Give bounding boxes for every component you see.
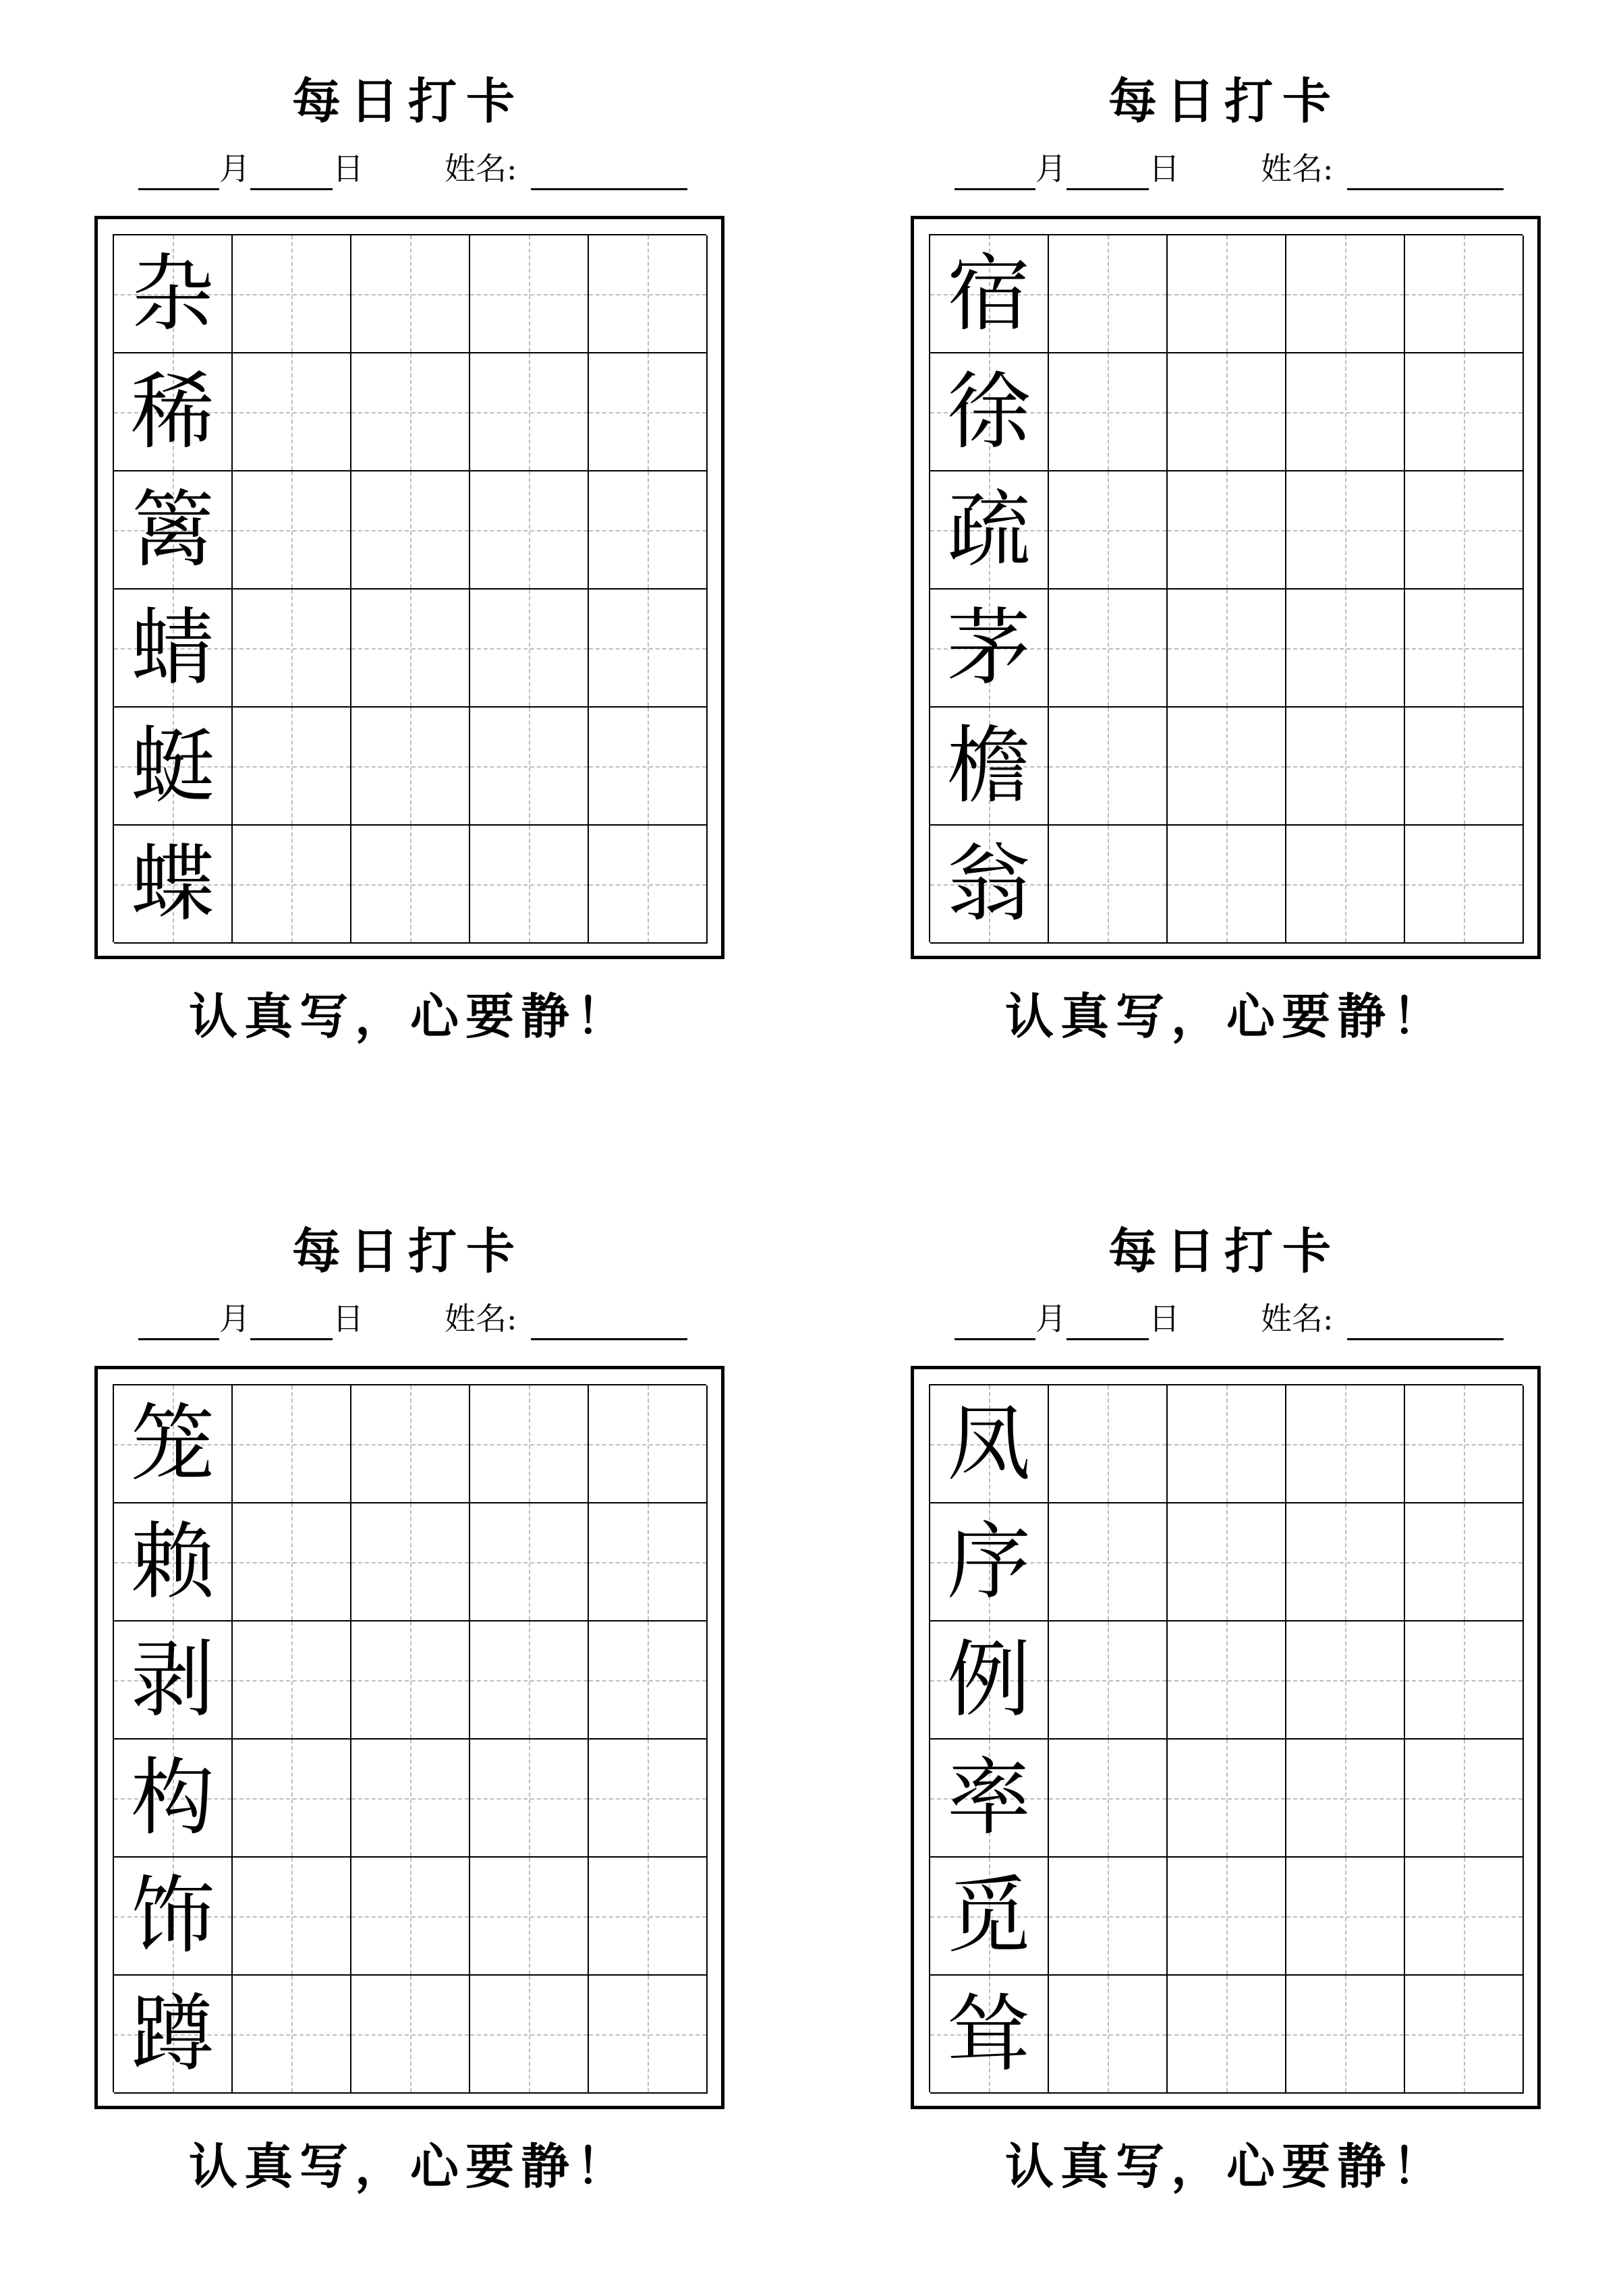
practice-cell[interactable]	[233, 1976, 351, 2094]
model-cell	[930, 1621, 1049, 1740]
practice-cell[interactable]	[1168, 1740, 1286, 1858]
day-label: 日	[333, 1300, 364, 1337]
practice-cell[interactable]	[233, 353, 351, 471]
tianzige-grid	[929, 1384, 1522, 2092]
model-cell	[114, 826, 233, 944]
practice-cell[interactable]	[351, 1503, 470, 1621]
model-character: 徐	[946, 363, 1031, 461]
practice-cell[interactable]	[470, 826, 589, 944]
practice-cell[interactable]	[589, 1385, 708, 1503]
practice-cell[interactable]	[351, 1621, 470, 1740]
practice-cell[interactable]	[1049, 826, 1168, 944]
practice-cell[interactable]	[1049, 235, 1168, 353]
name-blank[interactable]	[1347, 156, 1504, 190]
month-label: 月	[1035, 1300, 1066, 1337]
practice-card-1	[94, 0, 769, 1052]
practice-card-2	[911, 0, 1585, 1052]
model-character: 蝶	[130, 835, 215, 933]
practice-cell[interactable]	[589, 708, 708, 826]
model-character: 例	[946, 1631, 1031, 1729]
practice-cell[interactable]	[233, 1740, 351, 1858]
model-character: 疏	[946, 481, 1031, 579]
practice-cell[interactable]	[470, 1858, 589, 1976]
tianzige-grid	[929, 234, 1522, 942]
practice-cell[interactable]	[1049, 471, 1168, 590]
model-character: 宿	[946, 245, 1031, 343]
practice-cell[interactable]	[1286, 353, 1405, 471]
practice-cell[interactable]	[1286, 1503, 1405, 1621]
name-blank[interactable]	[1347, 1306, 1504, 1340]
model-cell	[114, 1385, 233, 1503]
model-character: 蹲	[130, 1985, 215, 2083]
model-cell	[114, 1858, 233, 1976]
practice-cell[interactable]	[1405, 590, 1524, 708]
card-title: 每日打卡	[291, 1222, 524, 1280]
model-character: 凤	[946, 1395, 1031, 1493]
practice-cell[interactable]	[1405, 826, 1524, 944]
model-cell	[114, 353, 233, 471]
practice-cell[interactable]	[1286, 1858, 1405, 1976]
model-character: 饰	[130, 1867, 215, 1965]
practice-cell[interactable]	[1405, 1740, 1524, 1858]
model-character: 檐	[946, 717, 1031, 815]
practice-cell[interactable]	[1168, 1385, 1286, 1503]
day-blank[interactable]	[250, 1306, 333, 1340]
card-title: 每日打卡	[1108, 1222, 1340, 1280]
model-character: 篱	[130, 481, 215, 579]
month-blank[interactable]	[138, 1306, 219, 1340]
practice-cell[interactable]	[1168, 590, 1286, 708]
practice-cell[interactable]	[1168, 1976, 1286, 2094]
model-cell	[930, 590, 1049, 708]
practice-cell[interactable]	[589, 1740, 708, 1858]
model-cell	[114, 1976, 233, 2094]
name-blank[interactable]	[531, 156, 687, 190]
practice-cell[interactable]	[1168, 1503, 1286, 1621]
practice-cell[interactable]	[1049, 590, 1168, 708]
practice-cell[interactable]	[351, 826, 470, 944]
practice-cell[interactable]	[1168, 1621, 1286, 1740]
writing-frame	[911, 216, 1541, 959]
model-cell	[114, 1621, 233, 1740]
date-name-line	[138, 147, 687, 190]
practice-cell[interactable]	[1168, 471, 1286, 590]
practice-cell[interactable]	[1049, 1385, 1168, 1503]
practice-cell[interactable]	[351, 708, 470, 826]
model-cell	[930, 235, 1049, 353]
practice-cell[interactable]	[233, 1385, 351, 1503]
practice-cell[interactable]	[1168, 708, 1286, 826]
model-character: 翁	[946, 835, 1031, 933]
practice-cell[interactable]	[1286, 1621, 1405, 1740]
model-character: 觅	[946, 1867, 1031, 1965]
model-character: 构	[130, 1749, 215, 1847]
date-name-line	[955, 1297, 1504, 1340]
practice-cell[interactable]	[589, 235, 708, 353]
model-character: 赖	[130, 1513, 215, 1611]
model-character: 稀	[130, 363, 215, 461]
practice-cell[interactable]	[233, 708, 351, 826]
writing-frame	[94, 1366, 724, 2109]
writing-frame	[94, 216, 724, 959]
model-character: 蜓	[130, 717, 215, 815]
practice-card-3	[94, 1150, 769, 2202]
practice-cell[interactable]	[1286, 1976, 1405, 2094]
practice-cell[interactable]	[1405, 353, 1524, 471]
model-cell	[114, 1740, 233, 1858]
model-cell	[930, 1976, 1049, 2094]
practice-cell[interactable]	[1405, 708, 1524, 826]
practice-cell[interactable]	[470, 1621, 589, 1740]
name-label: 姓名:	[445, 1300, 517, 1337]
day-blank[interactable]	[250, 156, 333, 190]
model-cell	[930, 1740, 1049, 1858]
practice-cell[interactable]	[470, 708, 589, 826]
practice-cell[interactable]	[233, 590, 351, 708]
day-blank[interactable]	[1066, 156, 1149, 190]
month-label: 月	[219, 150, 250, 187]
practice-cell[interactable]	[351, 1740, 470, 1858]
model-cell	[930, 1385, 1049, 1503]
model-character: 序	[946, 1513, 1031, 1611]
practice-cell[interactable]	[233, 471, 351, 590]
model-cell	[114, 471, 233, 590]
model-character: 剥	[130, 1631, 215, 1729]
practice-cell[interactable]	[1049, 353, 1168, 471]
practice-cell[interactable]	[1168, 1858, 1286, 1976]
practice-cell[interactable]	[470, 1385, 589, 1503]
model-cell	[114, 708, 233, 826]
practice-cell[interactable]	[1405, 1385, 1524, 1503]
tianzige-grid	[113, 234, 706, 942]
practice-cell[interactable]	[233, 1621, 351, 1740]
date-name-line	[138, 1297, 687, 1340]
practice-cell[interactable]	[1286, 471, 1405, 590]
practice-cell[interactable]	[589, 1503, 708, 1621]
card-title: 每日打卡	[291, 72, 524, 130]
day-label: 日	[1149, 150, 1180, 187]
practice-cell[interactable]	[589, 1976, 708, 2094]
practice-cell[interactable]	[1168, 353, 1286, 471]
day-label: 日	[1149, 1300, 1180, 1337]
practice-cell[interactable]	[351, 235, 470, 353]
model-cell	[114, 235, 233, 353]
writing-frame	[911, 1366, 1541, 2109]
model-cell	[930, 708, 1049, 826]
day-label: 日	[333, 150, 364, 187]
practice-cell[interactable]	[589, 353, 708, 471]
model-cell	[930, 826, 1049, 944]
month-blank[interactable]	[138, 156, 219, 190]
practice-cell[interactable]	[470, 1503, 589, 1621]
practice-cell[interactable]	[470, 1740, 589, 1858]
name-label: 姓名:	[445, 150, 517, 187]
practice-cell[interactable]	[1405, 1976, 1524, 2094]
practice-cell[interactable]	[1168, 826, 1286, 944]
practice-cell[interactable]	[589, 471, 708, 590]
month-blank[interactable]	[955, 1306, 1035, 1340]
practice-cell[interactable]	[1049, 1503, 1168, 1621]
practice-cell[interactable]	[233, 1503, 351, 1621]
practice-cell[interactable]	[470, 353, 589, 471]
practice-cell[interactable]	[589, 590, 708, 708]
practice-cell[interactable]	[1049, 1976, 1168, 2094]
model-character: 蜻	[130, 599, 215, 697]
tianzige-grid	[113, 1384, 706, 2092]
model-character: 杂	[130, 245, 215, 343]
slogan: 认真写，心要静！	[189, 2137, 632, 2195]
card-title: 每日打卡	[1108, 72, 1340, 130]
practice-cell[interactable]	[1405, 1621, 1524, 1740]
practice-cell[interactable]	[351, 471, 470, 590]
practice-cell[interactable]	[1405, 1503, 1524, 1621]
practice-cell[interactable]	[1049, 1858, 1168, 1976]
name-label: 姓名:	[1261, 150, 1334, 187]
practice-cell[interactable]	[1049, 708, 1168, 826]
practice-cell[interactable]	[233, 1858, 351, 1976]
slogan: 认真写，心要静！	[1005, 2137, 1448, 2195]
model-cell	[930, 353, 1049, 471]
practice-cell[interactable]	[470, 235, 589, 353]
model-character: 耸	[946, 1985, 1031, 2083]
practice-cell[interactable]	[1405, 471, 1524, 590]
practice-cell[interactable]	[233, 826, 351, 944]
practice-cell[interactable]	[1049, 1740, 1168, 1858]
practice-cell[interactable]	[1286, 1385, 1405, 1503]
model-cell	[114, 590, 233, 708]
practice-cell[interactable]	[233, 235, 351, 353]
model-character: 笼	[130, 1395, 215, 1493]
practice-cell[interactable]	[470, 1976, 589, 2094]
practice-cell[interactable]	[589, 826, 708, 944]
practice-cell[interactable]	[351, 1976, 470, 2094]
month-label: 月	[219, 1300, 250, 1337]
model-cell	[114, 1503, 233, 1621]
slogan: 认真写，心要静！	[1005, 987, 1448, 1045]
day-blank[interactable]	[1066, 1306, 1149, 1340]
model-cell	[930, 471, 1049, 590]
model-cell	[930, 1858, 1049, 1976]
practice-cell[interactable]	[351, 590, 470, 708]
model-character: 茅	[946, 599, 1031, 697]
practice-cell[interactable]	[1286, 708, 1405, 826]
practice-cell[interactable]	[1286, 1740, 1405, 1858]
slogan: 认真写，心要静！	[189, 987, 632, 1045]
practice-cell[interactable]	[351, 1858, 470, 1976]
practice-cell[interactable]	[351, 1385, 470, 1503]
month-label: 月	[1035, 150, 1066, 187]
practice-cell[interactable]	[589, 1858, 708, 1976]
practice-cell[interactable]	[589, 1621, 708, 1740]
practice-cell[interactable]	[1405, 235, 1524, 353]
practice-cell[interactable]	[1286, 826, 1405, 944]
practice-cell[interactable]	[1168, 235, 1286, 353]
practice-cell[interactable]	[1049, 1621, 1168, 1740]
practice-cell[interactable]	[1286, 235, 1405, 353]
month-blank[interactable]	[955, 156, 1035, 190]
practice-card-4	[911, 1150, 1585, 2202]
model-character: 率	[946, 1749, 1031, 1847]
practice-cell[interactable]	[1405, 1858, 1524, 1976]
practice-cell[interactable]	[351, 353, 470, 471]
practice-cell[interactable]	[1286, 590, 1405, 708]
name-label: 姓名:	[1261, 1300, 1334, 1337]
practice-cell[interactable]	[470, 590, 589, 708]
date-name-line	[955, 147, 1504, 190]
name-blank[interactable]	[531, 1306, 687, 1340]
practice-cell[interactable]	[470, 471, 589, 590]
model-cell	[930, 1503, 1049, 1621]
